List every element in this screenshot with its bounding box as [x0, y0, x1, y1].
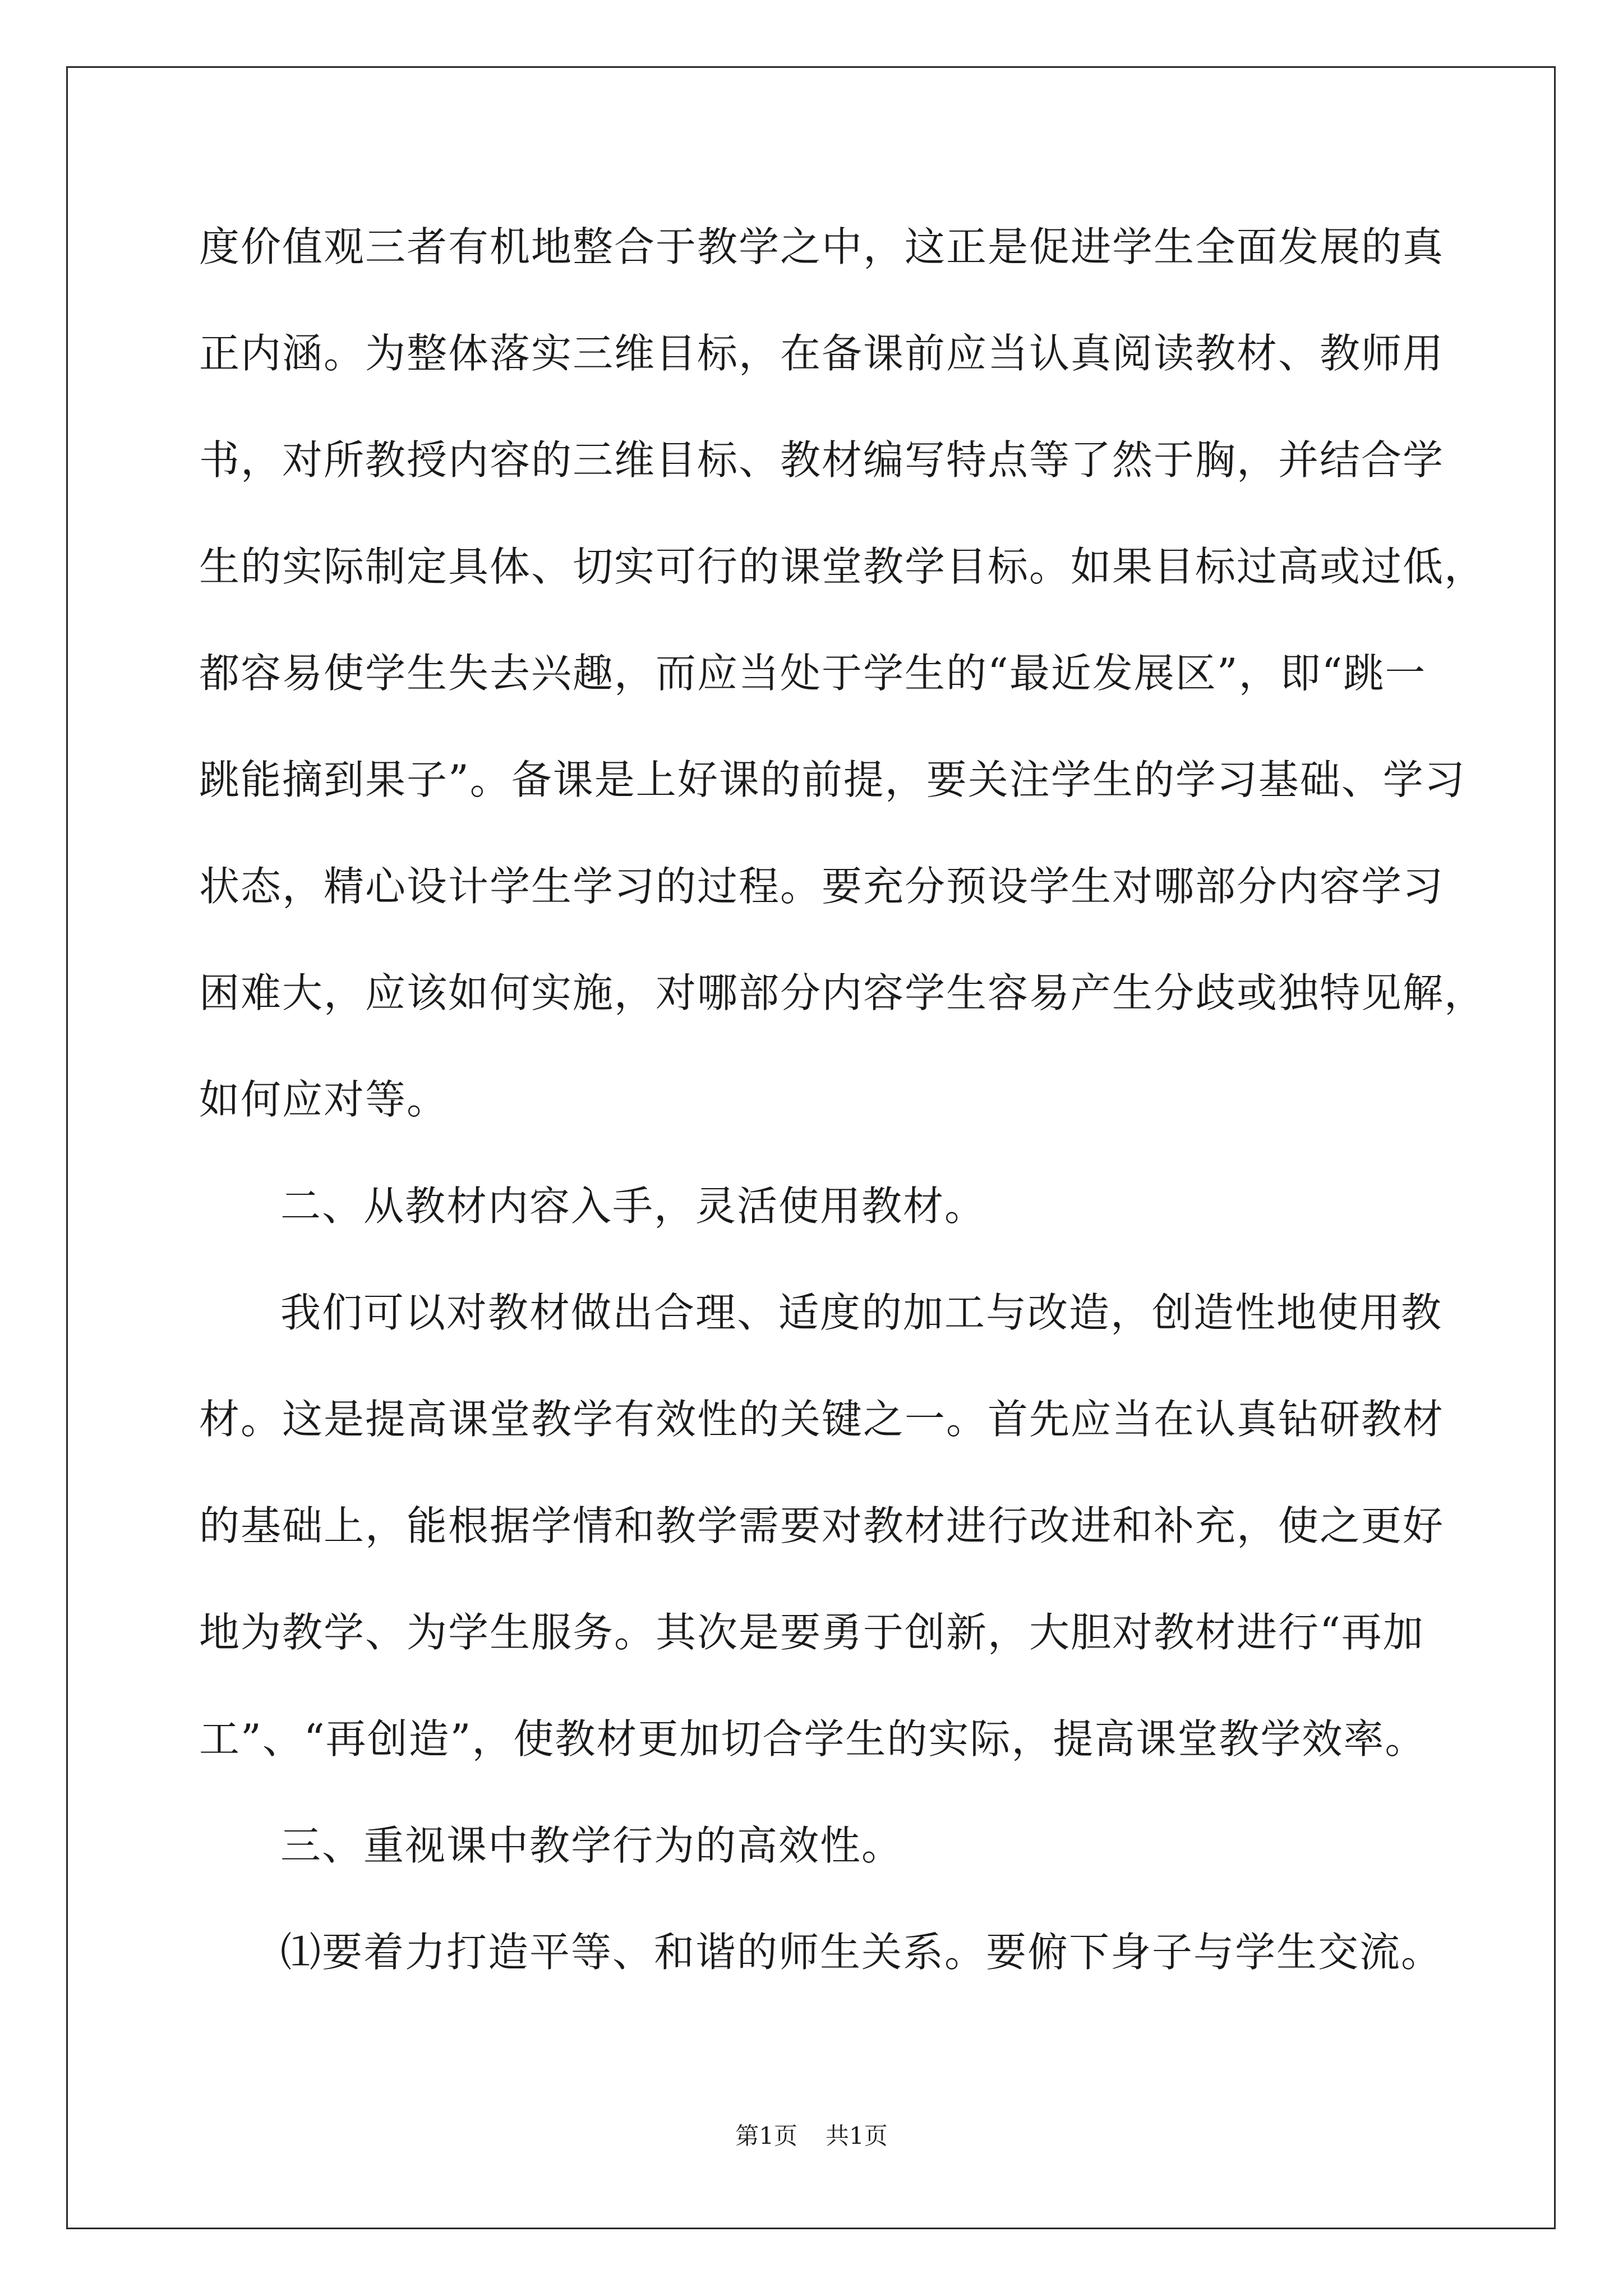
- paragraph-line: 我们可以对教材做出合理、适度的加工与改造，创造性地使用教: [280, 1289, 1443, 1336]
- paragraph-line: 地为教学、为学生服务。其次是要勇于创新，大胆对教材进行“再加: [199, 1609, 1424, 1656]
- page-border: [66, 66, 1556, 2229]
- paragraph-line: 生的实际制定具体、切实可行的课堂教学目标。如果目标过高或过低，: [199, 543, 1486, 590]
- section-heading: 二、从教材内容入手，灵活使用教材。: [280, 1182, 986, 1230]
- paragraph-line: 工”、“再创造”，使教材更加切合学生的实际，提高课堂教学效率。: [199, 1715, 1427, 1763]
- paragraph-line: 度价值观三者有机地整合于教学之中，这正是促进学生全面发展的真: [199, 223, 1445, 270]
- paragraph-line: ⑴要着力打造平等、和谐的师生关系。要俯下身子与学生交流。: [280, 1929, 1443, 1976]
- paragraph-line: 正内涵。为整体落实三维目标，在备课前应当认真阅读教材、教师用: [199, 330, 1445, 377]
- paragraph-line: 都容易使学生失去兴趣，而应当处于学生的“最近发展区”，即“跳一: [199, 650, 1427, 697]
- paragraph-line: 的基础上，能根据学情和教学需要对教材进行改进和补充，使之更好: [199, 1502, 1445, 1549]
- page-footer: [0, 2119, 1623, 2153]
- paragraph-line: 材。这是提高课堂教学有效性的关键之一。首先应当在认真钻研教材: [199, 1396, 1445, 1443]
- page-total: 共1页: [826, 2122, 888, 2150]
- section-heading: 三、重视课中教学行为的高效性。: [280, 1822, 903, 1869]
- paragraph-line: 如何应对等。: [199, 1076, 449, 1123]
- page-number: 第1页: [735, 2122, 797, 2150]
- paragraph-line: 书，对所教授内容的三维目标、教材编写特点等了然于胸，并结合学: [199, 436, 1445, 484]
- paragraph-line: 困难大，应该如何实施，对哪部分内容学生容易产生分歧或独特见解，: [199, 969, 1486, 1016]
- paragraph-line: 跳能摘到果子”。备课是上好课的前提，要关注学生的学习基础、学习: [199, 756, 1466, 803]
- paragraph-line: 状态，精心设计学生学习的过程。要充分预设学生对哪部分内容学习: [199, 863, 1445, 910]
